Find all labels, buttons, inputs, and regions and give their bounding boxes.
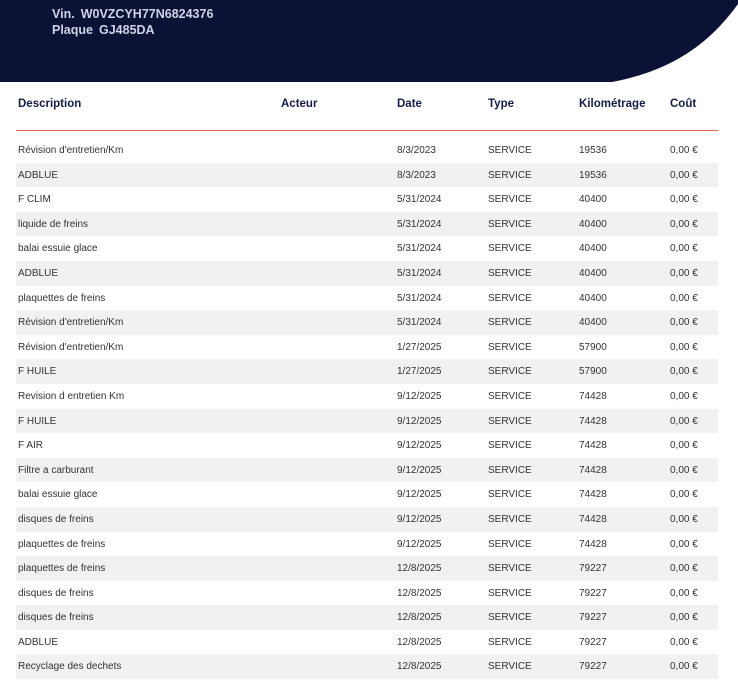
row-type: SERVICE: [488, 464, 532, 476]
row-cost: 0,00 €: [670, 390, 698, 402]
row-cost: 0,00 €: [670, 538, 698, 550]
row-type: SERVICE: [488, 513, 532, 525]
header-type: Type: [488, 98, 514, 110]
table-row: [16, 359, 718, 384]
row-date: 9/12/2025: [397, 489, 442, 501]
row-type: SERVICE: [488, 194, 532, 206]
table-row: [16, 212, 718, 237]
row-cost: 0,00 €: [670, 587, 698, 599]
table-row: [16, 433, 718, 458]
row-type: SERVICE: [488, 661, 532, 673]
row-type: SERVICE: [488, 612, 532, 624]
row-mileage: 74428: [579, 513, 607, 525]
header-date: Date: [397, 98, 422, 110]
row-date: 5/31/2024: [397, 267, 442, 279]
table-row: [16, 138, 718, 163]
row-type: SERVICE: [488, 292, 532, 304]
row-date: 12/8/2025: [397, 636, 442, 648]
row-date: 1/27/2025: [397, 341, 442, 353]
header-mileage: Kilométrage: [579, 98, 646, 110]
row-mileage: 19536: [579, 145, 607, 156]
row-type: SERVICE: [488, 563, 532, 575]
table-row: [16, 605, 718, 630]
row-cost: 0,00 €: [670, 317, 698, 329]
row-date: 12/8/2025: [397, 661, 442, 673]
table-row: [16, 507, 718, 532]
header-description: Description: [18, 98, 82, 110]
row-cost: 0,00 €: [670, 366, 698, 378]
row-date: 12/8/2025: [397, 612, 442, 624]
row-type: SERVICE: [488, 587, 532, 599]
row-cost: 0,00 €: [670, 489, 698, 501]
row-date: 5/31/2024: [397, 194, 442, 206]
row-mileage: 79227: [579, 661, 607, 673]
table-row: [16, 630, 718, 655]
row-date: 12/8/2025: [397, 563, 442, 575]
row-mileage: 40400: [579, 292, 607, 304]
row-mileage: 79227: [579, 612, 607, 624]
table-header: [16, 93, 718, 131]
vin-label: Vin.: [52, 7, 75, 21]
row-cost: 0,00 €: [670, 243, 698, 255]
row-date: 9/12/2025: [397, 513, 442, 525]
table-body: [16, 138, 718, 679]
row-date: 9/12/2025: [397, 440, 442, 452]
plate-label: Plaque: [52, 23, 93, 37]
row-description: F HUILE: [18, 415, 57, 427]
row-type: SERVICE: [488, 341, 532, 353]
row-mileage: 19536: [579, 169, 607, 181]
row-type: SERVICE: [488, 415, 532, 427]
row-mileage: 74428: [579, 489, 607, 501]
row-description: Recyclage des dechets: [18, 661, 122, 673]
table-row: [16, 482, 718, 507]
row-cost: 0,00 €: [670, 267, 698, 279]
header-cost: Coût: [670, 98, 697, 110]
vin-line: [52, 6, 213, 22]
row-description: balai essuie glace: [18, 243, 98, 255]
row-date: 9/12/2025: [397, 415, 442, 427]
row-cost: 0,00 €: [670, 415, 698, 427]
row-type: SERVICE: [488, 538, 532, 550]
row-description: ADBLUE: [18, 636, 59, 648]
row-date: 5/31/2024: [397, 243, 442, 255]
row-description: ADBLUE: [18, 267, 59, 279]
row-mileage: 40400: [579, 317, 607, 329]
table-row: [16, 654, 718, 679]
row-description: Révision d'entretien/Km: [18, 317, 124, 329]
row-cost: 0,00 €: [670, 292, 698, 304]
row-mileage: 74428: [579, 415, 607, 427]
table-row: [16, 532, 718, 557]
row-date: 8/3/2023: [397, 145, 436, 156]
row-cost: 0,00 €: [670, 169, 698, 181]
row-type: SERVICE: [488, 489, 532, 501]
row-mileage: 40400: [579, 267, 607, 279]
row-date: 5/31/2024: [397, 317, 442, 329]
plate-line: [52, 22, 213, 38]
table-row: [16, 236, 718, 261]
row-mileage: 57900: [579, 341, 607, 353]
row-cost: 0,00 €: [670, 636, 698, 648]
vehicle-info: [52, 6, 213, 38]
row-description: plaquettes de freins: [18, 563, 106, 575]
table-row: [16, 163, 718, 188]
row-mileage: 79227: [579, 563, 607, 575]
plate-value: GJ485DA: [99, 23, 155, 37]
table-row: [16, 310, 718, 335]
row-cost: 0,00 €: [670, 513, 698, 525]
row-mileage: 74428: [579, 538, 607, 550]
row-type: SERVICE: [488, 218, 532, 230]
maintenance-table: [16, 93, 718, 679]
row-description: ADBLUE: [18, 169, 59, 181]
row-description: Révision d'entretien/Km: [18, 341, 124, 353]
row-type: SERVICE: [488, 267, 532, 279]
row-mileage: 79227: [579, 636, 607, 648]
row-mileage: 74428: [579, 440, 607, 452]
vin-value: W0VZCYH77N6824376: [80, 7, 214, 21]
row-type: SERVICE: [488, 390, 532, 402]
row-type: SERVICE: [488, 243, 532, 255]
row-description: disques de freins: [18, 513, 94, 525]
row-description: plaquettes de freins: [18, 538, 106, 550]
table-row: [16, 458, 718, 483]
row-type: SERVICE: [488, 636, 532, 648]
row-type: SERVICE: [488, 440, 532, 452]
row-description: Revision d entretien Km: [18, 390, 125, 402]
row-cost: 0,00 €: [670, 194, 698, 206]
table-row: [16, 187, 718, 212]
header-actor: Acteur: [281, 98, 318, 110]
header-banner: [0, 0, 738, 82]
table-row: [16, 556, 718, 581]
row-cost: 0,00 €: [670, 341, 698, 353]
row-cost: 0,00 €: [670, 563, 698, 575]
row-description: balai essuie glace: [18, 489, 98, 501]
table-row: [16, 409, 718, 434]
row-date: 1/27/2025: [397, 366, 442, 378]
row-date: 9/12/2025: [397, 538, 442, 550]
row-description: plaquettes de freins: [18, 292, 106, 304]
row-type: SERVICE: [488, 145, 532, 156]
row-cost: 0,00 €: [670, 464, 698, 476]
row-cost: 0,00 €: [670, 661, 698, 673]
row-mileage: 40400: [579, 194, 607, 206]
row-cost: 0,00 €: [670, 440, 698, 452]
row-cost: 0,00 €: [670, 145, 698, 156]
row-description: Filtre a carburant: [18, 464, 94, 476]
table-row: [16, 384, 718, 409]
table-row: [16, 286, 718, 311]
row-mileage: 74428: [579, 464, 607, 476]
row-date: 5/31/2024: [397, 292, 442, 304]
row-description: liquide de freins: [18, 218, 89, 230]
row-date: 8/3/2023: [397, 169, 436, 181]
table-row: [16, 581, 718, 606]
row-mileage: 40400: [579, 218, 607, 230]
row-type: SERVICE: [488, 317, 532, 329]
row-mileage: 74428: [579, 390, 607, 402]
row-mileage: 79227: [579, 587, 607, 599]
row-cost: 0,00 €: [670, 612, 698, 624]
row-type: SERVICE: [488, 366, 532, 378]
table-row: [16, 261, 718, 286]
row-description: Révision d'entretien/Km: [18, 145, 124, 156]
row-date: 9/12/2025: [397, 464, 442, 476]
row-description: F AIR: [18, 440, 44, 452]
row-description: F CLIM: [18, 194, 51, 206]
row-mileage: 40400: [579, 243, 607, 255]
row-description: disques de freins: [18, 612, 94, 624]
row-type: SERVICE: [488, 169, 532, 181]
row-description: disques de freins: [18, 587, 94, 599]
row-mileage: 57900: [579, 366, 607, 378]
row-cost: 0,00 €: [670, 218, 698, 230]
row-description: F HUILE: [18, 366, 57, 378]
row-date: 9/12/2025: [397, 390, 442, 402]
table-row: [16, 335, 718, 360]
row-date: 5/31/2024: [397, 218, 442, 230]
row-date: 12/8/2025: [397, 587, 442, 599]
